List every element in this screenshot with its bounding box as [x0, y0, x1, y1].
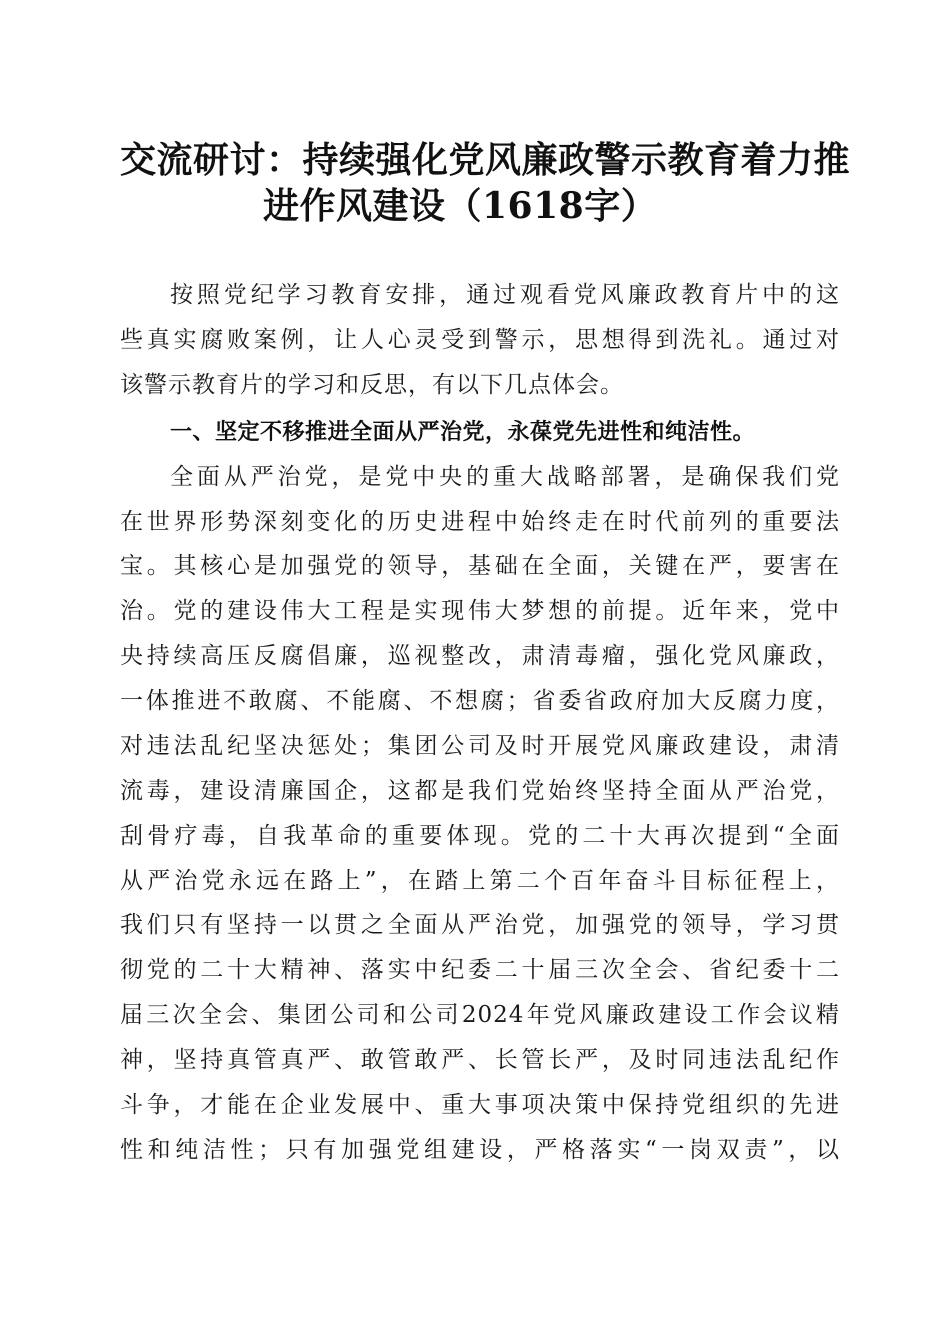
body-paragraph-line: 从严治党永远在路上”，在踏上第二个百年奋斗目标征程上，	[120, 868, 840, 894]
body-paragraph-line: 一体推进不敢腐、不能腐、不想腐；省委省政府加大反腐力度，	[120, 688, 840, 714]
body-paragraph-line: 神，坚持真管真严、敢管敢严、长管长严，及时同违法乱纪作	[120, 1047, 840, 1073]
document-title-line-2: 进作风建设（1618字）	[263, 185, 658, 227]
body-paragraph-line: 届三次全会、集团公司和公司2024年党风廉政建设工作会议精	[120, 1002, 840, 1028]
intro-paragraph-line: 些真实腐败案例，让人心灵受到警示，思想得到洗礼。通过对	[120, 327, 840, 353]
body-paragraph-line: 性和纯洁性；只有加强党组建设，严格落实“一岗双责”，以	[120, 1137, 840, 1163]
body-paragraph-line: 斗争，才能在企业发展中、重大事项决策中保持党组织的先进	[120, 1092, 840, 1118]
body-paragraph-line: 宝。其核心是加强党的领导，基础在全面，关键在严，要害在	[120, 553, 840, 579]
body-paragraph-line: 刮骨疗毒，自我革命的重要体现。党的二十大再次提到“全面	[120, 823, 840, 849]
intro-paragraph-line: 按照党纪学习教育安排，通过观看党风廉政教育片中的这	[170, 282, 840, 308]
body-paragraph-line: 全面从严治党，是党中央的重大战略部署，是确保我们党	[170, 464, 840, 490]
body-paragraph-line: 央持续高压反腐倡廉，巡视整改，肃清毒瘤，强化党风廉政，	[120, 643, 840, 669]
body-paragraph-line: 我们只有坚持一以贯之全面从严治党，加强党的领导，学习贯	[120, 912, 840, 938]
body-paragraph-line: 彻党的二十大精神、落实中纪委二十届三次全会、省纪委十二	[120, 957, 840, 983]
body-paragraph-line: 治。党的建设伟大工程是实现伟大梦想的前提。近年来，党中	[120, 598, 840, 624]
intro-paragraph-line: 该警示教育片的学习和反思，有以下几点体会。	[120, 372, 624, 398]
section-heading: 一、坚定不移推进全面从严治党，永葆党先进性和纯洁性。	[170, 420, 756, 445]
document-title-line-1: 交流研讨：持续强化党风廉政警示教育着力推	[120, 139, 851, 181]
body-paragraph-line: 在世界形势深刻变化的历史进程中始终走在时代前列的重要法	[120, 509, 840, 535]
body-paragraph-line: 流毒，建设清廉国企，这都是我们党始终坚持全面从严治党，	[120, 778, 840, 804]
body-paragraph-line: 对违法乱纪坚决惩处；集团公司及时开展党风廉政建设，肃清	[120, 733, 840, 759]
